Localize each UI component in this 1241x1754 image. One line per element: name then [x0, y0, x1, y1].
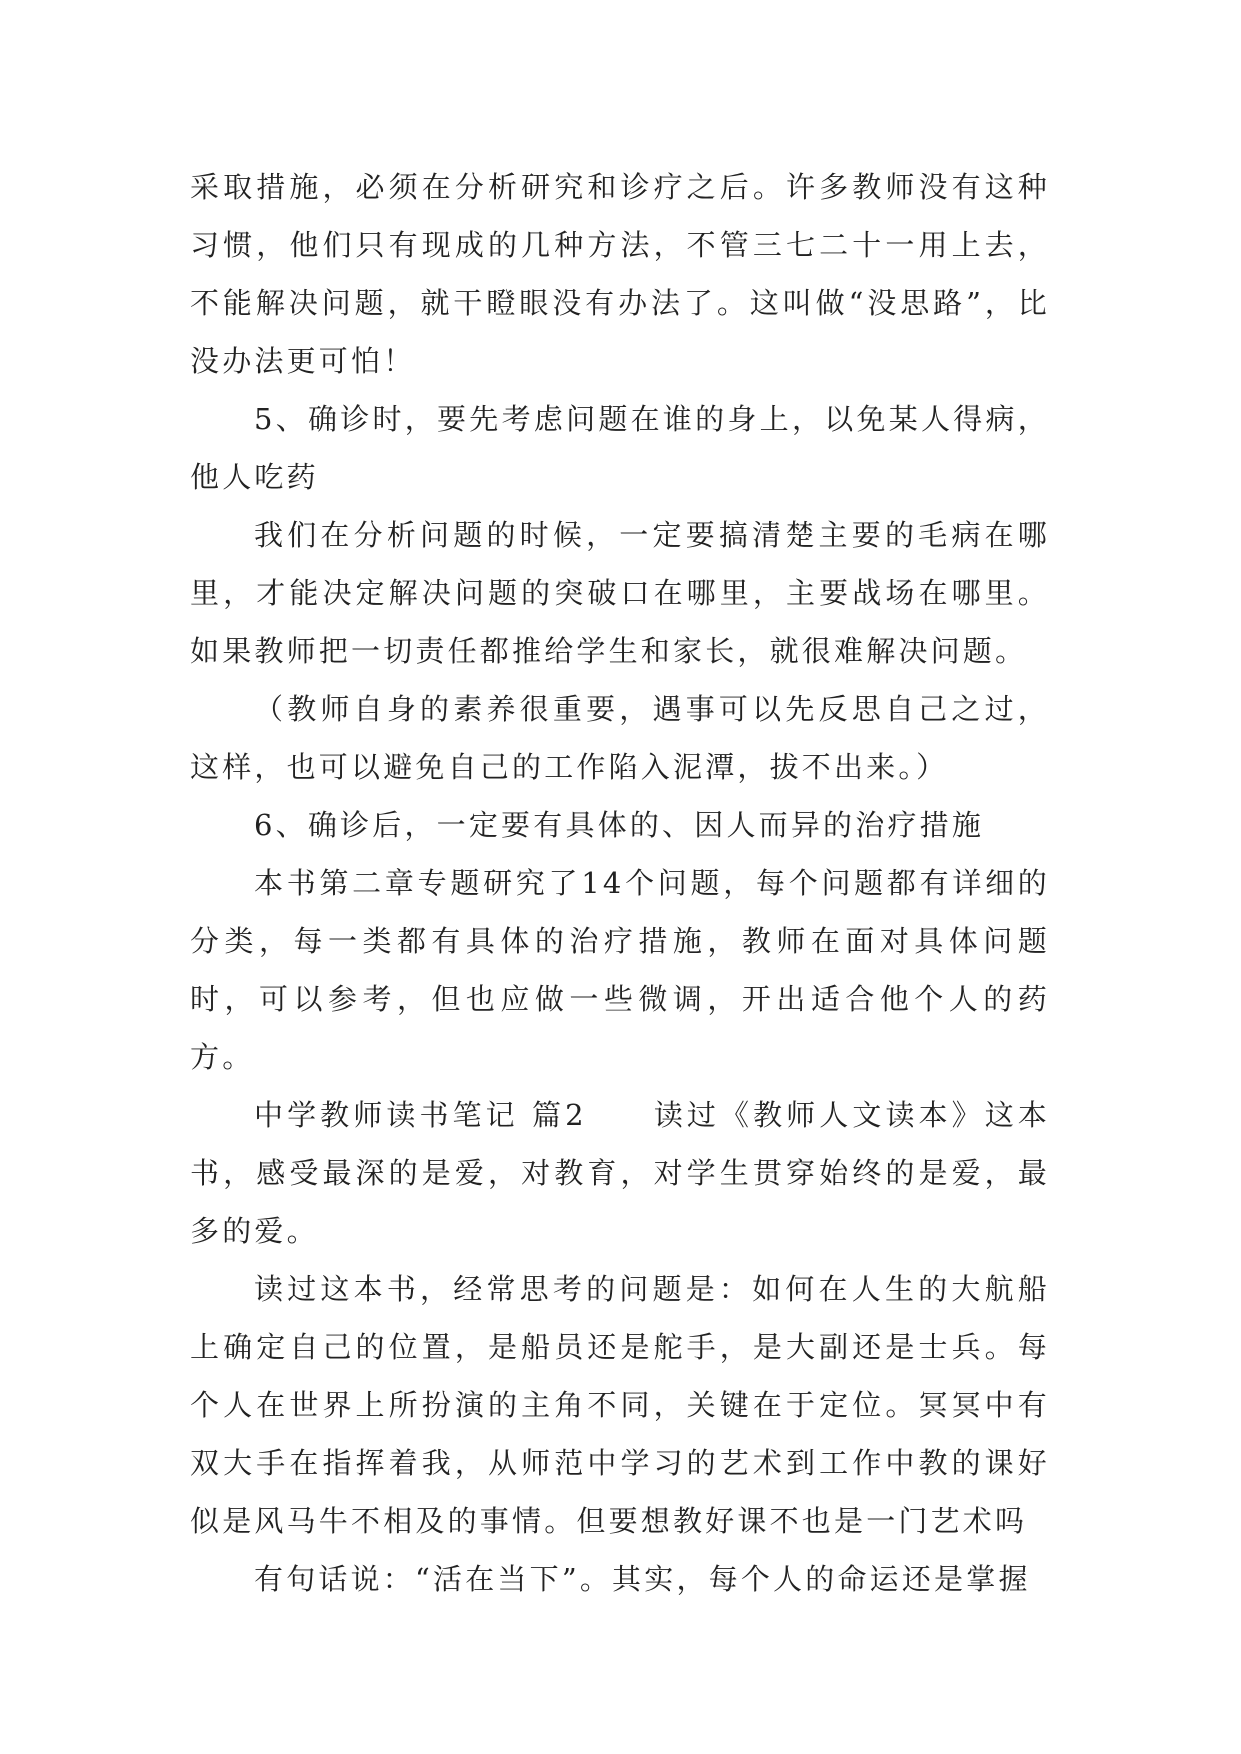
paragraph-4-note: （教师自身的素养很重要，遇事可以先反思自己之过，这样，也可以避免自己的工作陷入泥潭，拔不出来。）	[190, 692, 1050, 784]
document-body	[190, 158, 1050, 1608]
paragraph-8: 读过这本书，经常思考的问题是：如何在人生的大航船上确定自己的位置，是船员还是舵手，是大副还是士兵。每个人在世界上所扮演的主角不同，关键在于定位。冥冥中有双大手在指挥着我，从师范中学习的艺术到工作中教的课好似是风马牛不相及的事情。但要想教好课不也是一门艺术吗	[190, 1272, 1050, 1538]
paragraph-7: 中学教师读书笔记 篇2 读过《教师人文读本》这本书，感受最深的是爱，对教育，对学生贯穿始终的是爱，最多的爱。	[190, 1098, 1050, 1248]
paragraph-5-heading: 6、确诊后，一定要有具体的、因人而异的治疗措施	[254, 808, 985, 842]
paragraph-6: 本书第二章专题研究了14个问题，每个问题都有详细的分类，每一类都有具体的治疗措施，教师在面对具体问题时，可以参考，但也应做一些微调，开出适合他个人的药方。	[190, 866, 1050, 1074]
paragraph-2-heading: 5、确诊时，要先考虑问题在谁的身上，以免某人得病，他人吃药	[190, 402, 1050, 494]
paragraph-1: 采取措施，必须在分析研究和诊疗之后。许多教师没有这种习惯，他们只有现成的几种方法，不管三七二十一用上去，不能解决问题，就干瞪眼没有办法了。这叫做“没思路”，比没办法更可怕！	[190, 170, 1050, 378]
paragraph-9: 有句话说：“活在当下”。其实，每个人的命运还是掌握	[254, 1562, 1031, 1596]
paragraph-3: 我们在分析问题的时候，一定要搞清楚主要的毛病在哪里，才能决定解决问题的突破口在哪里，主要战场在哪里。如果教师把一切责任都推给学生和家长，就很难解决问题。	[190, 518, 1050, 668]
